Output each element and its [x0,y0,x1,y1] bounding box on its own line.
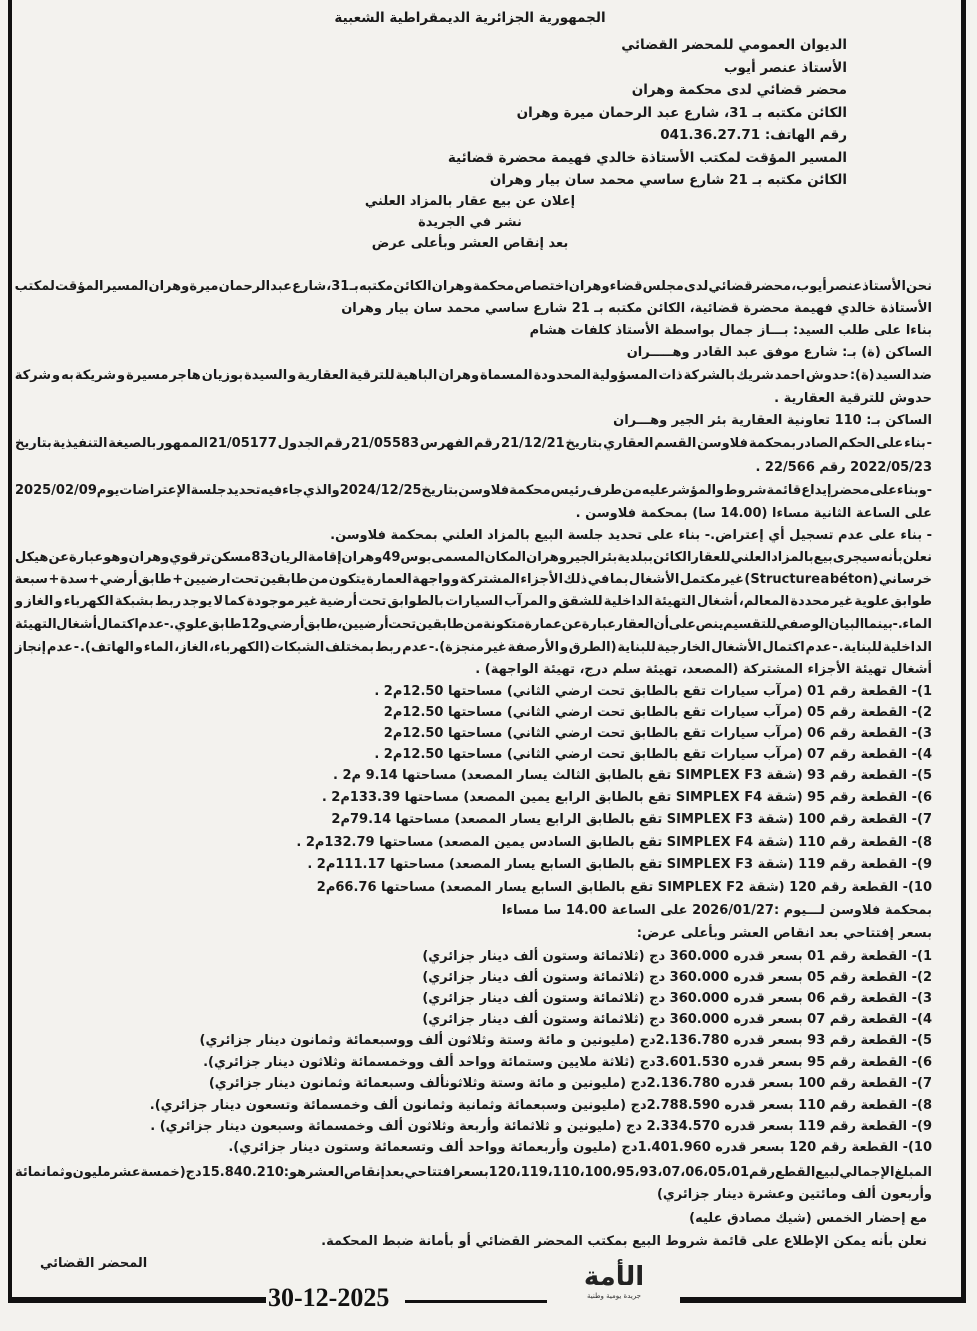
price-item: 2)- القطعة رقم 05 بسعر قدره 360.000 دج (ثلاثمائة وستون ألف دينار جزائري) [422,970,932,985]
lot-item: 6)- القطعة رقم 95 (شقة SIMPLEX F4 تقع بالطابق الرابع يمين المصعد) مساحتها 133.39م2 . [321,790,932,805]
frame-bottom-border [680,1297,966,1303]
body-line: خرساني (Structure a béton) غير مكتمل الأشغال بما في ذلك الأجزاء المشتركة و واجهة العمارة يتكون من طابقين تحت ارضيين + طابق أرضي + سدة + سبعة [14,572,932,587]
price-item: 3)- القطعة رقم 06 بسعر قدره 360.000 دج (ثلاثمائة وستون ألف دينار جزائري) [422,991,932,1006]
logo-text: الأمة [583,1262,645,1292]
body-line: طوابق علوية غير محددة المعالم، أشغال التهيئة الداخلية للشقق و المرآب السيارات بالطوابق تحت أرضية غير موجودة كما لا يوجد ربط بشبكة الكهرباء و الغاز و [15,594,932,609]
header-line: رقم الهاتف: 041.36.27.71 [660,127,847,143]
body-line: على الساعة الثانية مساءا (14.00 سا) بمحكمة فلاوسن . [575,506,932,521]
price-item: 9)- القطعة رقم 119 بسعر قدره 2.334.570 دج (مليونين و ثلاثمائة وأربعة وثلاثون ألف وخمسمائة وسبعون دينار جزائري) . [150,1119,932,1134]
price-item: 5)- القطعة رقم 93 بسعر قدره 2.136.780دج (مليونين و مائة وستة وثلاثون ألف ووسبعمائة وثمانون دينار جزائري) [199,1033,932,1048]
header-line: محضر قضائي لدى محكمة وهران [631,82,847,98]
body-line: الأستاذة خالدي فهيمة محضرة قضائية، الكائن مكتبه بـ 21 شارع ساسي محمد سان بيار وهران [341,301,932,316]
notice-title-line: نشر في الجريدة [418,215,522,230]
lot-item: 7)- القطعة رقم 100 (شقة SIMPLEX F3 تقع بالطابق الرابع يسار المصعد) مساحتها 79.14م2 [331,812,932,827]
lot-item: 9)- القطعة رقم 119 (شقة SIMPLEX F3 تقع بالطابق السابع يسار المصعد) مساحتها 111.17م2 . [307,857,932,872]
body-line: ضد السيد (ة): حدوش احمد شريك بالشركة ذات المسؤولية المحدودة المسماة وهران الباهية للترقية العقارية و السيدة بوزيان هاجر مسيرة و شريكة به و شركة [14,368,932,383]
session-date: بمحكمة فلاوسن لـــيوم :2026/01/27 على الساعة 14.00 سا مساءا [501,903,932,918]
body-line: بناءا على طلب السيد: بـــاز جمال بواسطة الأستاذ كلفات هشام [529,323,932,338]
frame-right-border [961,0,966,1302]
header-line: الكائن مكتبه بـ 21 شارع ساسي محمد سان بيار وهران [489,172,847,188]
body-line: أشغال تهيئة الأجزاء المشتركة (المصعد، تهيئة سلم درج، تهيئة الواجهة) . [475,662,932,677]
header-line: المسير المؤقت لمكتب الأستاذة خالدي فهيمة محضرة قضائية [447,150,847,166]
price-item: 4)- القطعة رقم 07 بسعر قدره 360.000 دج (ثلاثمائة وستون ألف دينار جزائري) [422,1012,932,1027]
lot-item: 3)- القطعة رقم 06 (مرآب سيارات تقع بالطابق تحت ارضي الثاني) مساحتها 12.50م2 [383,726,932,741]
frame-left-border [8,0,12,1302]
publication-date: 30-12-2025 [268,1283,390,1312]
body-line: الساكن بـ: 110 تعاونية العقارية بئر الجير وهـــران [613,413,932,428]
conditions-notice: نعلن بأنه يمكن الإطلاع على قائمة شروط البيع بمكتب المحضر القضائي أو بأمانة ضبط المحكمة. [321,1234,927,1249]
notice-title-line: إعلان عن بيع عقار بالمزاد العلني [364,194,576,209]
lot-item: 4)- القطعة رقم 07 (مرآب سيارات تقع بالطابق تحت ارضي الثاني) مساحتها 12.50م2 . [374,747,932,762]
body-line: نعلن بأنه سيجرى بيع بالمزاد العلني للعقار الكائن ببلدية بئر الجير وهران المكان المسمى بوس 49 وهران إقامة الريان 83 مسكن ترقوي وهران و هو عبارة عن هيكل [14,550,932,565]
lot-item: 1)- القطعة رقم 01 (مرآب سيارات تقع بالطابق تحت ارضي الثاني) مساحتها 12.50م2 . [374,684,932,699]
header-line: الكائن مكتبه بـ 31، شارع عبد الرحمان ميرة وهران [516,105,847,121]
body-line: - بناء على عدم تسجيل أي إعتراض.- بناء على تحديد جلسة البيع بالمزاد العلني بمحكمة فلاوسن. [330,528,932,543]
deposit-note: مع إحضار الخمس (شيك مصادق عليه) [689,1211,927,1226]
price-item: 10)- القطعة رقم 120 بسعر قدره 1.401.960دج (مليون وأربعمائة وواحد ألف وتسعمائة وستون دينار جزائري). [228,1140,932,1155]
lot-item: 2)- القطعة رقم 05 (مرآب سيارات تقع بالطابق تحت ارضي الثاني) مساحتها 12.50م2 [383,705,932,720]
total-line-2: وأربعون ألف ومائتين وعشرة دينار جزائري) [656,1187,932,1202]
body-line: - و بناء على محضر إيداع قائمة شروط و المؤشر عليه من طرف رئيس محكمة فلاوسن بتاريخ 2024/12/25 والذي جاء فيه تحديد جلسة الإعتراضات يوم 2025/02/09 [15,483,932,498]
total-line-1: المبلغ الإجمالي لبيع القطع رقم 01، 05، 06، 07، 93، 95، 100، 110، 119، 120 بسعر افتتاحي بعد إنقاص العشر هو: 15.840.210دج(خمسة عشر مليون وثمانمائة [15,1165,932,1180]
body-line: 2022/05/23 رقم 22/566 . [755,460,932,475]
header-line: الأستاذ عنصر أيوب [723,60,847,76]
body-line: حدوش للترقية العقارية . [774,391,932,406]
price-item: 1)- القطعة رقم 01 بسعر قدره 360.000 دج (ثلاثمائة وستون ألف دينار جزائري) [422,949,932,964]
lot-item: 5)- القطعة رقم 93 (شقة SIMPLEX F3 تقع بالطابق الثالث يسار المصعد) مساحتها 9.14 م2 . [332,768,932,783]
price-item: 6)- القطعة رقم 95 بسعر قدره 3.601.530دج (ثلاثة ملايين وستمائة وواحد ألف ووخمسمائة وثلاثون دينار جزائري). [203,1055,932,1070]
body-line: الساكن (ة) بـ: شارع موفق عبد القادر وهـــــران [626,345,932,360]
body-line: نحن الأستاذ عنصر أيوب، محضر قضائي لدى مجلس قضاء وهران اختصاص محكمة وهران الكائن مكتبه بـ 31، شارع عبد الرحمان ميرة وهران المسير المؤقت لمكتب [14,279,932,294]
price-item: 8)- القطعة رقم 110 بسعر قدره 2.788.590دج (مليونين وسبعمائة وثمانية وثمانون ألف وخمسمائة وتسعون دينار جزائري). [149,1098,932,1113]
price-intro: بسعر إفتتاحي بعد انقاص العشر وبأعلى عرض: [636,926,932,941]
body-line: الماء .- بينما البيان الوصفي للتقسيم ينص على أن العقار عبارة عن عمارة متكونة من طابقين تحت أرضيين ، طابق أرضي و 12 طابق علوي.- عدم اكتمال أشغال التهيئة [15,617,932,632]
republic-heading: الجمهورية الجزائرية الديمقراطية الشعبية [334,10,606,26]
body-line: الداخلية للبناية. - عدم اكتمال الأشغال الخارجية للبناية (الطرق و الأرصفة غير منجزة).- عدم ربط بمختلف الشبكات (الكهرباء، الغاز، الماء و الهاتف). - عدم إنجاز [15,640,932,655]
logo-tagline: جريدة يومية وطنية [586,1292,642,1300]
price-item: 7)- القطعة رقم 100 بسعر قدره 2.136.780دج (مليونين و مائة وستة وثلاثونألف وسبعمائة وثمانون دينار جزائري) [208,1076,932,1091]
lot-item: 10)- القطعة رقم 120 (شقة SIMPLEX F2 تقع بالطابق السابع يسار المصعد) مساحتها 66.76م2 [316,880,932,895]
signature-label: المحضر القضائي [40,1256,148,1271]
header-line: الديوان العمومي للمحضر القضائي [621,37,847,53]
body-line: - بناء على الحكم الصادر بمحكمة فلاوسن القسم العقاري بتاريخ 21/12/21 رقم الفهرس 21/05583 رقم الجدول 21/05177 الممهور بالصيغة التنفيذية بتاريخ [15,436,932,451]
frame-bottom-border [8,1297,266,1303]
notice-title-line: بعد إنقاص العشر وبأعلى عرض [371,236,569,251]
newspaper-logo [548,1262,680,1301]
lot-item: 8)- القطعة رقم 110 (شقة SIMPLEX F4 تقع بالطابق السادس يمين المصعد) مساحتها 132.79م2 . [296,835,932,850]
frame-bottom-border [405,1300,547,1303]
